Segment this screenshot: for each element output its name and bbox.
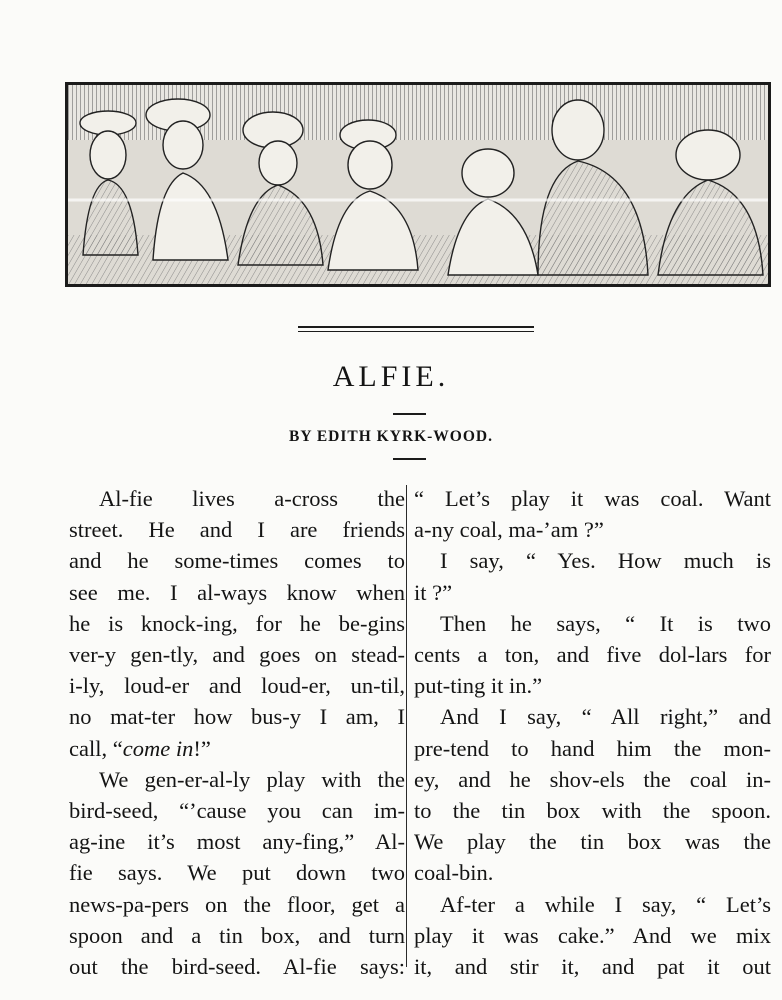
text-line [69,514,405,545]
text-line [69,795,405,826]
line-text: I say, “ Yes. How much is [440,548,771,574]
text-line [414,795,771,826]
title-rule-lower [298,331,534,332]
text-line [69,920,405,951]
line-text: see me. I al-ways know when [69,579,405,605]
line-text: ey, and he shov-els the coal in- [414,766,771,792]
text-line [69,701,405,732]
text-line [69,639,405,670]
line-text: to the tin box with the spoon. [414,798,771,824]
text-line [414,639,771,670]
line-text: bird-seed, “’cause you can im- [69,798,405,824]
line-text: !” [193,735,211,761]
text-line [414,857,771,888]
text-line [414,670,771,701]
text-line [414,701,771,732]
text-line [69,733,405,764]
text-line [414,826,771,857]
line-text: play it was cake.” And we mix [414,922,771,948]
text-line [69,545,405,576]
line-text: We play the tin box was the [414,829,771,855]
line-text: Af-ter a while I say, “ Let’s [440,891,771,917]
text-line [414,577,771,608]
line-text: news-pa-pers on the floor, get a [69,891,405,917]
text-line [69,608,405,639]
text-line [69,577,405,608]
story-title: ALFIE. [332,360,450,393]
line-text: i-ly, loud-er and loud-er, un-til, [69,673,405,699]
line-text: and he some-times comes to [69,548,405,574]
text-line [69,670,405,701]
text-line [414,764,771,795]
line-text: Then he says, “ It is two [440,610,771,636]
text-line [69,857,405,888]
byline-rule-upper [393,413,426,415]
text-line [414,920,771,951]
line-text: it, and stir it, and pat it out [414,954,771,980]
line-text: And I say, “ All right,” and [440,704,771,730]
line-text: street. He and I are friends [69,517,405,543]
right-text-column [414,483,771,982]
line-text: it ?” [414,579,453,605]
byline-rule-lower [393,458,426,460]
line-text: “ Let’s play it was coal. Want [414,486,771,511]
text-line [69,826,405,857]
story-byline: BY EDITH KYRK-WOOD. [288,428,493,445]
text-line [414,608,771,639]
header-illustration [65,82,771,287]
text-line [69,889,405,920]
line-text: call, “ [69,735,123,761]
text-line [69,483,405,514]
text-line [414,889,771,920]
text-line [414,483,771,514]
text-line [69,951,405,982]
title-rule-upper [298,326,534,328]
line-text: pre-tend to hand him the mon- [414,735,771,761]
line-text: a-ny coal, ma-’am ?” [414,517,604,543]
column-divider [406,485,407,967]
line-text: he is knock-ing, for he be-gins [69,610,405,636]
line-text: out the bird-seed. Al-fie says: [69,954,405,980]
line-text: spoon and a tin box, and turn [69,922,405,948]
line-text: We gen-er-al-ly play with the [99,766,405,792]
children-engraving [68,85,768,284]
left-text-column [69,483,405,982]
text-line [414,545,771,576]
line-text: ver-y gen-tly, and goes on stead- [69,642,405,668]
line-text: cents a ton, and five dol-lars for [414,642,771,668]
text-line [414,733,771,764]
line-text: put-ting it in.” [414,673,543,699]
line-text: no mat-ter how bus-y I am, I [69,704,405,730]
line-text: coal-bin. [414,860,494,886]
line-text: fie says. We put down two [69,860,405,886]
italic-text: come in [122,735,194,761]
text-line [69,764,405,795]
text-line [414,951,771,982]
line-text: ag-ine it’s most any-fing,” Al- [69,829,405,855]
text-line [414,514,771,545]
line-text: Al-fie lives a-cross the [99,486,405,511]
